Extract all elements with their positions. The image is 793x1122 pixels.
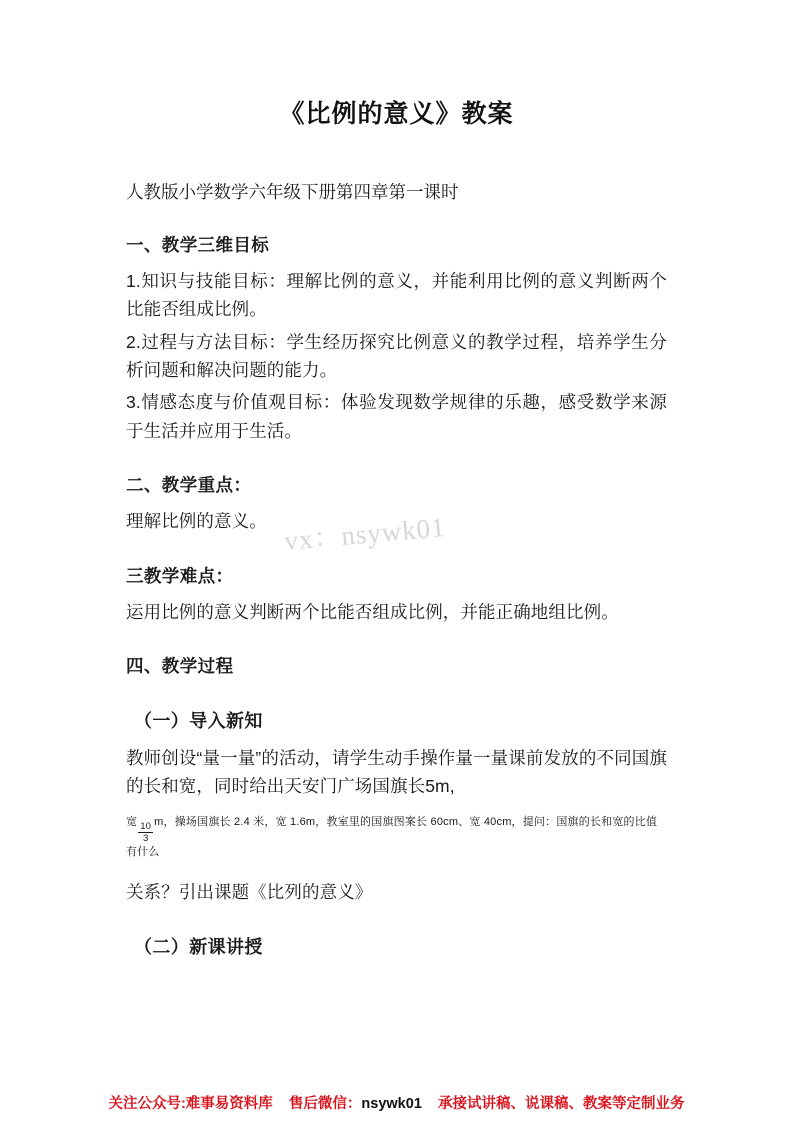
paragraph-objective-knowledge: 1.知识与技能目标：理解比例的意义，并能利用比例的意义判断两个比能否组成比例。 [126,271,667,320]
watermark-text: vx：nsywk01 [283,512,447,556]
paragraph-flag-measurements [126,814,667,861]
fraction-denominator: 3 [142,833,149,844]
footer-public-account: 关注公众号:难事易资料库 [108,1095,273,1112]
footer-banner [0,1094,793,1114]
footer-wechat-id: nsywk01 [361,1095,422,1112]
section-heading-difficulty: 三教学难点： [126,565,234,586]
paragraph-objective-process: 2.过程与方法目标：学生经历探究比例意义的教学过程，培养学生分析问题和解决问题的能力。 [126,331,667,381]
paragraph-objective-attitude: 3.情感态度与价值观目标：体验发现数学规律的乐趣，感受数学来源于生活并应用于生活。 [126,392,667,441]
section-heading-process: 四、教学过程 [126,656,234,677]
section-heading-key-point: 二、教学重点： [126,475,252,496]
subheading-teach-new: （二）新课讲授 [134,937,263,958]
small-line-suffix: m，操场国旗长 2.4 米，宽 1.6m，教室里的国旗图案长 60cm、宽 40cm，提问：国旗的长和宽的比值有什么 [126,816,658,858]
document-body [126,0,667,961]
document-subtitle: 人教版小学数学六年级下册第四章第一课时 [126,181,459,202]
page-title: 《比例的意义》教案 [279,100,514,128]
paragraph-relation-question: 关系？引出课题《比列的意义》 [126,882,373,903]
footer-wechat-label: 售后微信： [288,1095,362,1112]
fraction-numerator: 10 [140,820,152,832]
subheading-import-new: （一）导入新知 [134,710,263,731]
footer-services: 承接试讲稿、说课稿、教案等定制业务 [438,1095,685,1112]
fraction-ten-thirds [138,822,153,844]
section-heading-objectives: 一、教学三维目标 [126,234,270,255]
small-line-prefix: 宽 [126,816,138,829]
paragraph-import-activity: 教师创设“量一量”的活动，请学生动手操作量一量课前发放的不同国旗的长和宽，同时给出天安门广场国旗长5m, [126,747,667,796]
paragraph-difficulty: 运用比例的意义判断两个比能否组成比例，并能正确地组比例。 [126,601,619,622]
paragraph-key-point: 理解比例的意义。 [126,511,267,532]
